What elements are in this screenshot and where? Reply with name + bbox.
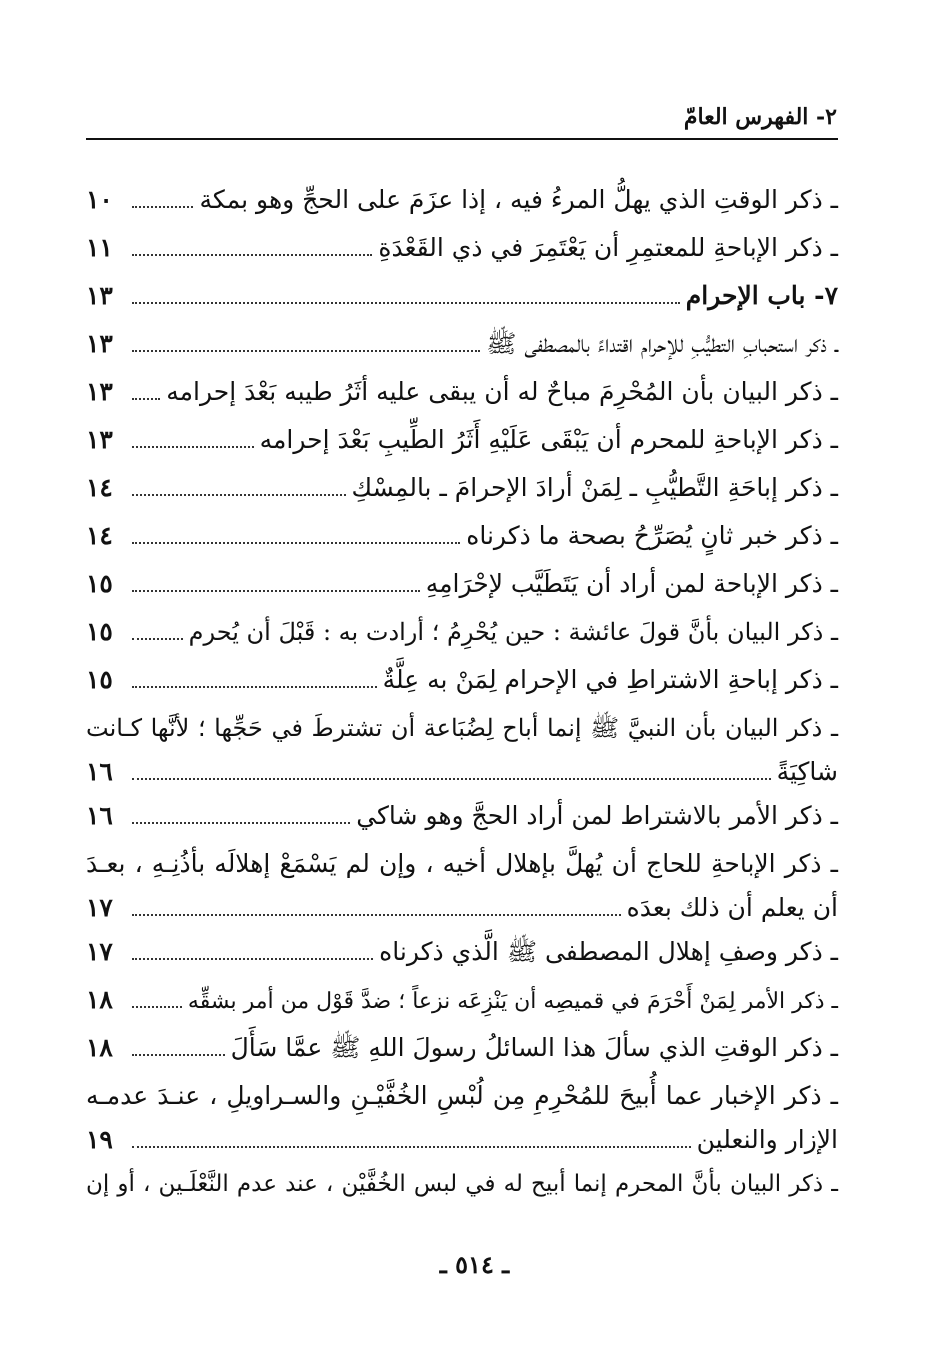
entry-title: ـ ذكر وصفِ إهلال المصطفى ﷺ الَّذي ذكرناه xyxy=(379,937,838,966)
entry-title: ـ ذكر الأمر بالاشتراط لمن أراد الحجَّ وهو شاكي xyxy=(356,801,838,830)
dot-leader xyxy=(132,913,621,916)
entry-page: ١٧ xyxy=(86,937,113,966)
entry-title-last-line: ـ ذكر البيان بأنَّ المحرم إنما أبيح له في لبس الخُفَّيْن ، عند عدم النَّعْلَـين ، أو إن xyxy=(86,1171,838,1197)
dot-leader xyxy=(132,1005,182,1008)
dot-leader xyxy=(132,253,372,256)
dot-leader xyxy=(132,821,350,824)
chapter-title: ٧- باب الإحرام xyxy=(685,281,838,310)
entry-title-continuation: الإزار والنعلين xyxy=(696,1125,838,1154)
entry-page: ١٤ xyxy=(86,473,113,502)
toc-chapter xyxy=(86,272,838,320)
entry-title: ـ ذكر الوقتِ الذي يهلُّ المرءُ فيه ، إذا عزَمَ على الحجِّ وهو بمكة xyxy=(199,185,838,214)
entry-title: ـ ذكر إباحَةِ التَّطيُّبِ ـ لِمَنْ أرادَ الإحرامَ ـ بالمِسْكِ xyxy=(351,473,838,502)
dot-leader xyxy=(132,685,377,688)
toc-entry xyxy=(86,1024,838,1072)
toc-entry xyxy=(86,1120,838,1160)
entry-title-continuation: أن يعلم أن ذلك بعدَه xyxy=(626,893,838,922)
table-of-contents xyxy=(86,176,838,1208)
entry-page: ١٠ xyxy=(86,185,113,214)
entry-page: ١٣ xyxy=(86,329,113,358)
dot-leader xyxy=(132,1053,225,1056)
toc-entry xyxy=(86,368,838,416)
toc-entry xyxy=(86,792,838,840)
dot-leader xyxy=(132,1145,691,1148)
entry-page: ١٩ xyxy=(86,1125,113,1154)
entry-title: ـ ذكر الإباحة لمن أراد أن يَتَطَيَّب لإحْرَامِهِ xyxy=(425,569,838,598)
entry-title-continuation: شاكِيَةً xyxy=(776,757,838,786)
entry-title: ـ ذكر الوقتِ الذي سألَ هذا السائلُ رسولَ اللهِ ﷺ عمَّا سَأَلَ xyxy=(230,1033,838,1062)
dot-leader xyxy=(132,493,346,496)
entry-title: ـ ذكر الإباحةِ للمحرم أن يَبْقَى عَلَيْهِ أَثَرُ الطِّيبِ بَعْدَ إحرامه xyxy=(259,425,838,454)
toc-entry xyxy=(86,320,838,368)
entry-title-first-line: ـ ذكر الإباحةِ للحاج أن يُهلَّ بإهلال أخيه ، وإن لم يَسْمَعْ إهلالَه بأذُنِـهِ ، بعـدَ xyxy=(86,849,838,878)
entry-title-first-line: ـ ذكر الإخبار عما أُبيحَ للمُحْرِمِ مِن لُبْسِ الخُفَّيْـنِ والسـراويلِ ، عنـدَ عدمـه xyxy=(86,1081,838,1110)
toc-entry xyxy=(86,560,838,608)
dot-leader xyxy=(132,957,373,960)
dot-leader xyxy=(132,777,771,780)
toc-entry xyxy=(86,888,838,928)
entry-page: ١٧ xyxy=(86,893,113,922)
entry-title: ـ ذكر استحبابِ التطيُّبِ للإحرام اقتداءً بالمصطفى ﷺ xyxy=(486,329,838,358)
dot-leader xyxy=(132,445,254,448)
entry-title: ـ ذكر البيان بأنَّ قولَ عائشة : حين يُحْرِمُ ؛ أرادت به : قَبْلَ أن يُحرم xyxy=(188,618,838,646)
entry-page: ١١ xyxy=(86,233,113,262)
toc-entry xyxy=(86,656,838,704)
entry-page: ١٣ xyxy=(86,377,113,406)
toc-entry xyxy=(86,224,838,272)
toc-entry xyxy=(86,608,838,656)
entry-page: ١٨ xyxy=(86,1033,113,1062)
toc-entry xyxy=(86,464,838,512)
entry-title: ـ ذكر الإباحةِ للمعتمِرِ أن يَعْتَمِرَ في ذي القَعْدَةِ xyxy=(378,233,838,262)
dot-leader xyxy=(132,301,680,304)
dot-leader xyxy=(132,397,160,400)
dot-leader xyxy=(132,589,420,592)
toc-entry xyxy=(86,752,838,792)
toc-entry xyxy=(86,976,838,1024)
dot-leader xyxy=(132,205,193,208)
page-number: ـ ٥١٤ ـ xyxy=(439,1250,510,1279)
entry-page: ١٦ xyxy=(86,757,113,786)
entry-page: ١٣ xyxy=(86,281,113,310)
entry-title: ـ ذكر خبر ثانٍ يُصَرِّحُ بصحة ما ذكرناه xyxy=(466,521,838,550)
entry-page: ١٣ xyxy=(86,425,113,454)
entry-title: ـ ذكر إباحةِ الاشتراطِ في الإحرام لِمَنْ به عِلَّةٌ xyxy=(382,665,838,694)
dot-leader xyxy=(132,541,460,544)
section-header: ٢- الفهرس العامّ xyxy=(683,104,837,130)
entry-page: ١٤ xyxy=(86,521,113,550)
entry-title: ـ ذكر الأمر لِمَنْ أَحْرَمَ في قميصِه أن يَنْزِعَه نزعاً ؛ ضدَّ قَوْل من أمر بشقِّه xyxy=(187,989,838,1014)
toc-entry xyxy=(86,416,838,464)
toc-entry xyxy=(86,176,838,224)
toc-entry xyxy=(86,928,838,976)
entry-page: ١٥ xyxy=(86,617,113,646)
entry-page: ١٥ xyxy=(86,665,113,694)
dot-leader xyxy=(132,637,183,640)
toc-entry xyxy=(86,512,838,560)
entry-page: ١٥ xyxy=(86,569,113,598)
entry-title-first-line: ـ ذكر البيان بأن النبيَّ ﷺ إنما أباح لِضُبَاعة أن تشترطَ في حَجِّها ؛ لأنَّها كـانت xyxy=(86,714,839,742)
header-divider xyxy=(86,138,838,140)
entry-page: ١٨ xyxy=(86,985,113,1014)
dot-leader xyxy=(132,349,480,352)
entry-page: ١٦ xyxy=(86,801,113,830)
entry-title: ـ ذكر البيان بأن المُحْرِمَ مباحٌ له أن يبقى عليه أثَرُ طيبه بَعْدَ إحرامه xyxy=(166,377,838,406)
